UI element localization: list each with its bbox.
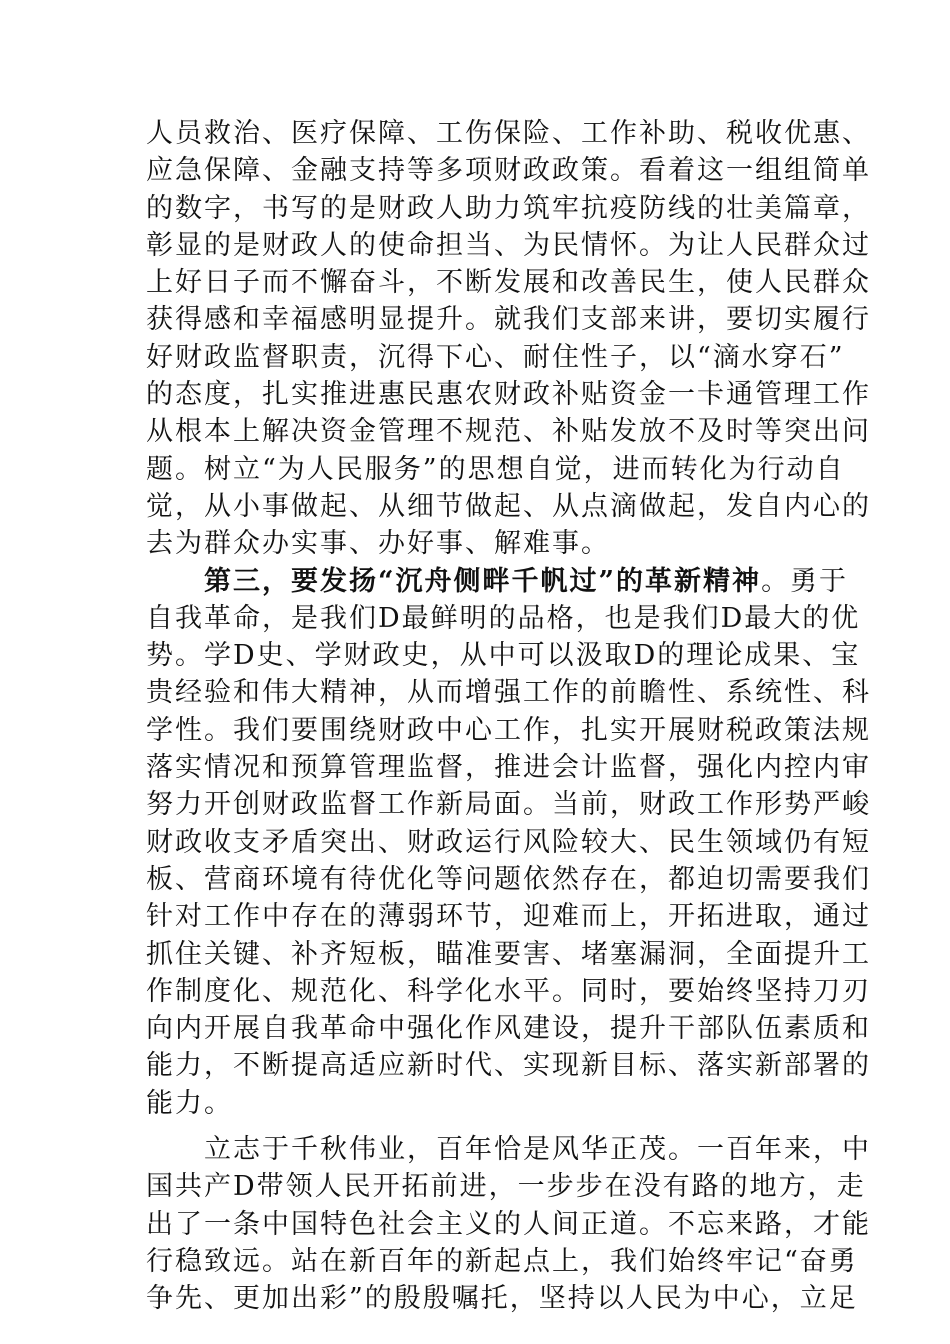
text-line: 的数字，书写的是财政人助力筑牢抗疫防线的壮美篇章， <box>146 192 871 224</box>
text-line: 自我革命，是我们D最鲜明的品格，也是我们D最大的优 <box>146 602 861 634</box>
text-line: 针对工作中存在的薄弱环节，迎难而上，开拓进取，通过 <box>146 901 871 933</box>
text-line: 贵经验和伟大精神，从而增强工作的前瞻性、系统性、科 <box>146 677 871 709</box>
text-line: 好财政监督职责，沉得下心、耐住性子，以“滴水穿石” <box>146 341 845 373</box>
text-line: 人员救治、医疗保障、工伤保险、工作补助、税收优惠、 <box>146 118 871 149</box>
paragraph-spacer <box>146 1122 810 1131</box>
text-line: 国共产D带领人民开拓前进，一步步在没有路的地方，走 <box>146 1171 866 1203</box>
text-line: 上好日子而不懈奋斗，不断发展和改善民生，使人民群众 <box>146 267 871 299</box>
paragraph-3 <box>146 1131 871 1317</box>
text-line: 的态度，扎实推进惠民惠农财政补贴资金一卡通管理工作 <box>146 379 871 411</box>
text-line: 落实情况和预算管理监督，推进会计监督，强化内控内审 <box>146 752 871 784</box>
paragraph-2 <box>146 563 871 1122</box>
text-line: 获得感和幸福感明显提升。就我们支部来讲，要切实履行 <box>146 304 871 336</box>
text-line: 觉，从小事做起、从细节做起、从点滴做起，发自内心的 <box>146 490 871 522</box>
text-line: 去为群众办实事、办好事、解难事。 <box>146 528 610 560</box>
text-line: 应急保障、金融支持等多项财政政策。看着这一组组简单 <box>146 155 871 187</box>
text-line: 能力，不断提高适应新时代、实现新目标、落实新部署的 <box>146 1050 871 1082</box>
text-line: 财政收支矛盾突出、财政运行风险较大、民生领域仍有短 <box>146 826 871 858</box>
text-line: 学性。我们要围绕财政中心工作，扎实开展财税政策法规 <box>146 714 871 746</box>
body-text <box>146 115 871 1318</box>
text-line: 立志于千秋伟业，百年恰是风华正茂。一百年来，中 <box>204 1134 871 1166</box>
section-heading: 第三，要发扬“沉舟侧畔千帆过”的革新精神 <box>204 565 762 597</box>
heading-line-rest: 。勇于 <box>761 565 849 597</box>
text-line: 行稳致远。站在新百年的新起点上，我们始终牢记“奋勇 <box>146 1245 858 1277</box>
paragraph-1 <box>146 115 871 563</box>
text-line: 作制度化、规范化、科学化水平。同时，要始终坚持刀刃 <box>146 975 871 1007</box>
text-line: 板、营商环境有待优化等问题依然存在，都迫切需要我们 <box>146 863 871 895</box>
text-line: 向内开展自我革命中强化作风建设，提升干部队伍素质和 <box>146 1013 871 1045</box>
text-line: 从根本上解决资金管理不规范、补贴发放不及时等突出问 <box>146 416 871 448</box>
text-line: 出了一条中国特色社会主义的人间正道。不忘来路，才能 <box>146 1208 871 1240</box>
text-line: 彰显的是财政人的使命担当、为民情怀。为让人民群众过 <box>146 229 871 261</box>
text-line: 题。树立“为人民服务”的思想自觉，进而转化为行动自 <box>146 453 845 485</box>
text-line: 能力。 <box>146 1087 233 1119</box>
text-line: 抓住关键、补齐短板，瞄准要害、堵塞漏洞，全面提升工 <box>146 938 871 970</box>
text-line: 努力开创财政监督工作新局面。当前，财政工作形势严峻 <box>146 789 871 821</box>
text-line <box>146 563 849 600</box>
text-line: 争先、更加出彩”的殷殷嘱托，坚持以人民为中心，立足 <box>146 1283 858 1315</box>
text-line: 势。学D史、学财政史，从中可以汲取D的理论成果、宝 <box>146 640 861 672</box>
